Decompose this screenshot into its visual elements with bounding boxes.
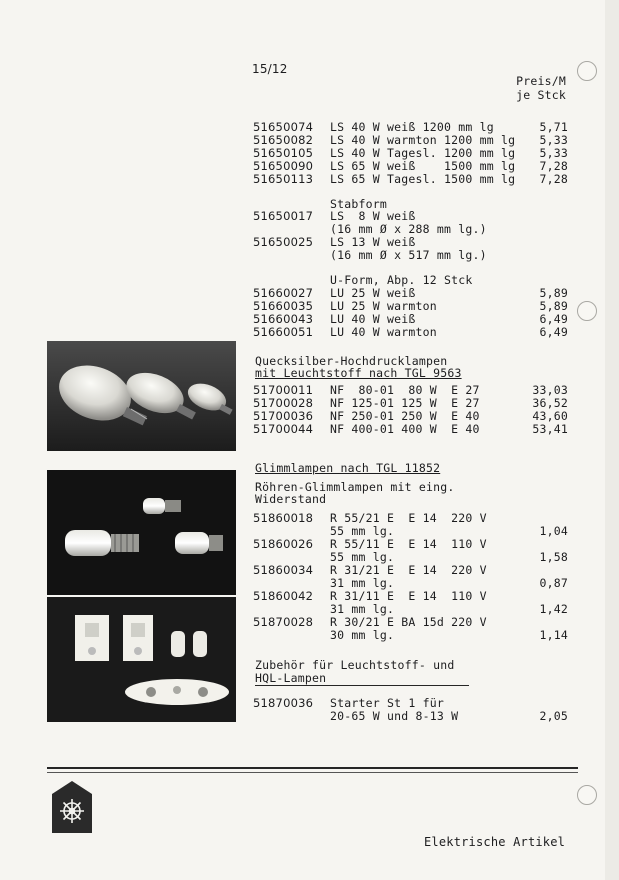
item-length: 30 mm lg. bbox=[330, 628, 395, 642]
item-length: 55 mm lg. bbox=[330, 524, 395, 538]
item-code: 51650082 bbox=[253, 133, 314, 147]
item-detail: 20-65 W und 8-13 W bbox=[330, 709, 459, 723]
lampholder-left bbox=[75, 615, 109, 661]
item-price: 1,14 bbox=[539, 628, 568, 642]
item-description: R 31/11 E E 14 110 V bbox=[330, 589, 487, 603]
item-price: 5,33 bbox=[539, 146, 568, 160]
item-price: 1,04 bbox=[539, 524, 568, 538]
item-description: LU 40 W warmton bbox=[330, 325, 437, 339]
item-description: LS 40 W warmton 1200 mm lg bbox=[330, 133, 516, 147]
section-heading-uform: U-Form, Abp. 12 Stck bbox=[330, 273, 473, 287]
section-subheading-glow: Röhren-Glimmlampen mit eing. bbox=[255, 480, 455, 494]
item-length: 55 mm lg. bbox=[330, 550, 395, 564]
starter-holder-base bbox=[125, 679, 229, 705]
section-heading-glow: Glimmlampen nach TGL 11852 bbox=[255, 461, 441, 475]
section-subheading-glow-2: Widerstand bbox=[255, 492, 327, 506]
item-description: NF 400-01 400 W E 40 bbox=[330, 422, 480, 436]
item-length: 31 mm lg. bbox=[330, 602, 395, 616]
item-code: 51860026 bbox=[253, 537, 314, 551]
item-description: NF 80-01 80 W E 27 bbox=[330, 383, 480, 397]
item-description: LU 25 W weiß bbox=[330, 286, 416, 300]
price-header-line1: Preis/M bbox=[516, 74, 566, 88]
item-price: 2,05 bbox=[539, 709, 568, 723]
item-description: LS 65 W Tagesl. 1500 mm lg bbox=[330, 172, 516, 186]
lampholder-right bbox=[123, 615, 153, 661]
footer-title: Elektrische Artikel bbox=[424, 835, 566, 849]
item-description: Starter St 1 für bbox=[330, 696, 444, 710]
item-dimensions: (16 mm Ø x 517 mm lg.) bbox=[330, 248, 487, 262]
item-description: R 55/11 E E 14 110 V bbox=[330, 537, 487, 551]
glow-lamp-small-right bbox=[175, 532, 223, 554]
item-price: 5,89 bbox=[539, 299, 568, 313]
binder-hole bbox=[577, 301, 597, 321]
item-code: 51650090 bbox=[253, 159, 314, 173]
item-dimensions: (16 mm Ø x 288 mm lg.) bbox=[330, 222, 487, 236]
item-code: 51700011 bbox=[253, 383, 314, 397]
glow-lamp-small-top bbox=[143, 498, 181, 514]
footer-rule-thin bbox=[47, 772, 578, 773]
binder-hole bbox=[577, 785, 597, 805]
item-description: LS 65 W weiß 1500 mm lg bbox=[330, 159, 516, 173]
item-description: LS 8 W weiß bbox=[330, 209, 416, 223]
item-price: 1,42 bbox=[539, 602, 568, 616]
item-code: 51700044 bbox=[253, 422, 314, 436]
price-header-line2: je Stck bbox=[516, 88, 566, 102]
footer-rule bbox=[47, 767, 578, 769]
item-code: 51870028 bbox=[253, 615, 314, 629]
binder-hole bbox=[577, 61, 597, 81]
item-code: 51700028 bbox=[253, 396, 314, 410]
item-code: 51700036 bbox=[253, 409, 314, 423]
item-description: NF 125-01 125 W E 27 bbox=[330, 396, 480, 410]
item-price: 43,60 bbox=[532, 409, 568, 423]
photo-mercury-lamps bbox=[47, 341, 236, 451]
item-description: LU 25 W warmton bbox=[330, 299, 437, 313]
item-price: 7,28 bbox=[539, 159, 568, 173]
section-heading-mercury: Quecksilber-Hochdrucklampen bbox=[255, 354, 448, 368]
item-price: 0,87 bbox=[539, 576, 568, 590]
item-description: LS 13 W weiß bbox=[330, 235, 416, 249]
ships-wheel-icon bbox=[52, 781, 92, 833]
item-code: 51650105 bbox=[253, 146, 314, 160]
item-description: LU 40 W weiß bbox=[330, 312, 416, 326]
item-code: 51860034 bbox=[253, 563, 314, 577]
item-code: 51660043 bbox=[253, 312, 314, 326]
item-price: 1,58 bbox=[539, 550, 568, 564]
item-description: LS 40 W weiß 1200 mm lg bbox=[330, 120, 494, 134]
item-price: 6,49 bbox=[539, 325, 568, 339]
page-edge bbox=[605, 0, 619, 880]
item-price: 36,52 bbox=[532, 396, 568, 410]
item-description: NF 250-01 250 W E 40 bbox=[330, 409, 480, 423]
item-length: 31 mm lg. bbox=[330, 576, 395, 590]
section-heading-accessories: Zubehör für Leuchtstoff- und bbox=[255, 658, 455, 672]
item-code: 51650113 bbox=[253, 172, 314, 186]
item-price: 53,41 bbox=[532, 422, 568, 436]
item-description: R 31/21 E E 14 220 V bbox=[330, 563, 487, 577]
item-description: R 30/21 E BA 15d 220 V bbox=[330, 615, 487, 629]
item-description: R 55/21 E E 14 220 V bbox=[330, 511, 487, 525]
item-price: 5,33 bbox=[539, 133, 568, 147]
photo-starter-holders bbox=[47, 597, 236, 722]
item-price: 5,71 bbox=[539, 120, 568, 134]
item-code: 51660027 bbox=[253, 286, 314, 300]
section-heading-stabform: Stabform bbox=[330, 197, 387, 211]
section-subheading-mercury: mit Leuchtstoff nach TGL 9563 bbox=[255, 366, 462, 380]
item-code: 51650017 bbox=[253, 209, 314, 223]
accessories-underline bbox=[255, 685, 469, 686]
item-code: 51860018 bbox=[253, 511, 314, 525]
item-code: 51860042 bbox=[253, 589, 314, 603]
item-code: 51650074 bbox=[253, 120, 314, 134]
item-price: 33,03 bbox=[532, 383, 568, 397]
section-subheading-accessories: HQL-Lampen bbox=[255, 671, 327, 685]
item-code: 51870036 bbox=[253, 696, 314, 710]
item-price: 7,28 bbox=[539, 172, 568, 186]
page-number: 15/12 bbox=[252, 62, 288, 76]
item-description: LS 40 W Tagesl. 1200 mm lg bbox=[330, 146, 516, 160]
photo-glow-lamps bbox=[47, 470, 236, 595]
item-code: 51650025 bbox=[253, 235, 314, 249]
item-price: 6,49 bbox=[539, 312, 568, 326]
item-price: 5,89 bbox=[539, 286, 568, 300]
item-code: 51660051 bbox=[253, 325, 314, 339]
item-code: 51660035 bbox=[253, 299, 314, 313]
